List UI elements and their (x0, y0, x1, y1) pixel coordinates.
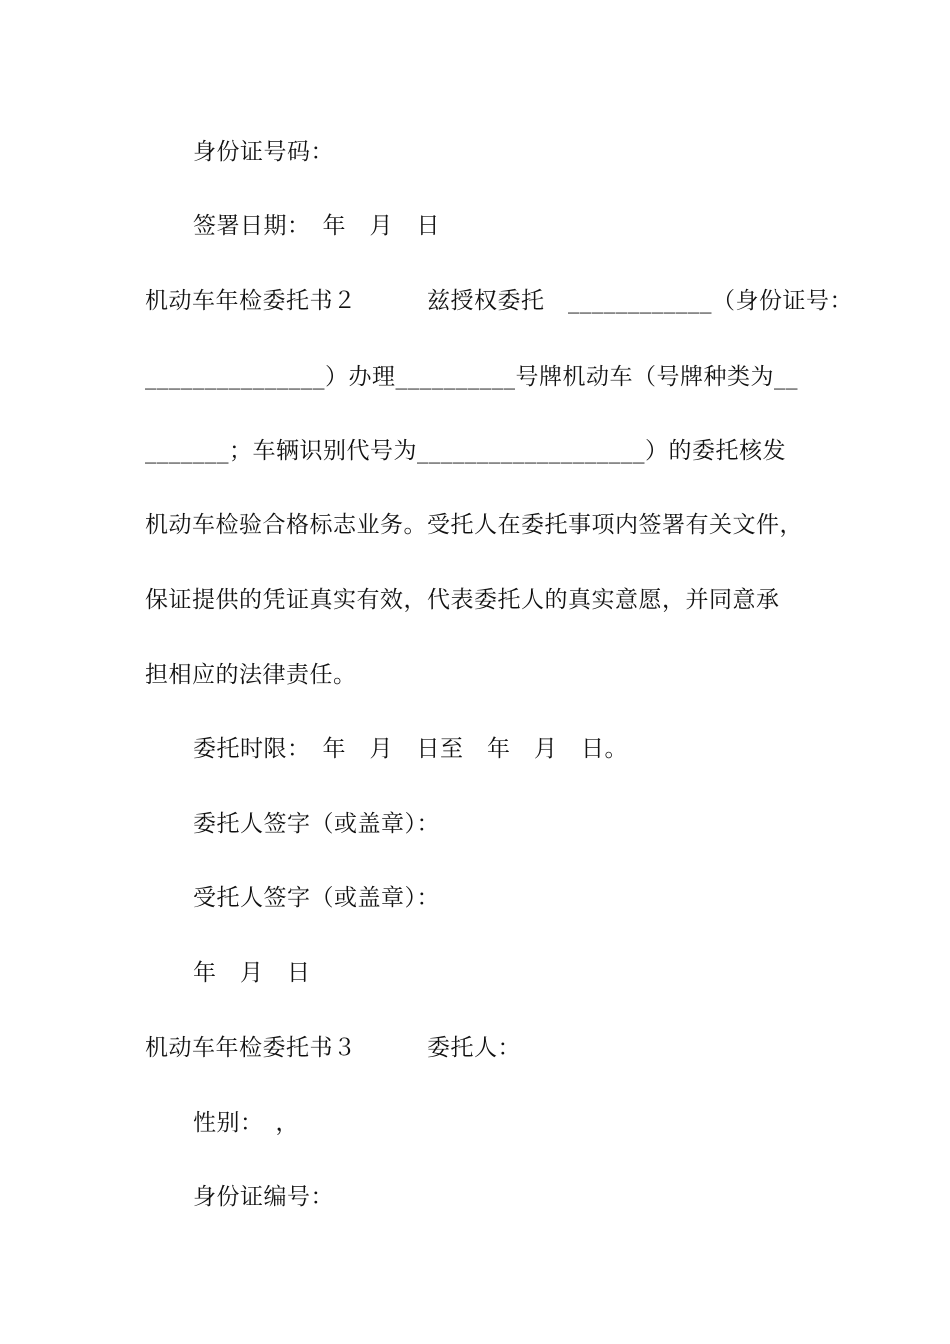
body-line: 保证提供的凭证真实有效，代表委托人的真实意愿，并同意承 (145, 587, 780, 613)
signing-date-line: 签署日期： 年 月 日 (193, 213, 440, 239)
principal-signature-line: 委托人签字（或盖章）： (193, 811, 440, 837)
gender-line: 性别： ， (193, 1110, 299, 1136)
entrust-period-line: 委托时限： 年 月 日至 年 月 日。 (193, 736, 628, 762)
id-number-line: 身份证号码： (193, 139, 334, 165)
agent-signature-line: 受托人签字（或盖章）： (193, 885, 440, 911)
section-2-heading-line: 机动车年检委托书２ 兹授权委托 ____________（身份证号： (145, 288, 853, 314)
id-card-number-line: 身份证编号： (193, 1184, 334, 1210)
body-line: 担相应的法律责任。 (145, 662, 357, 688)
section-3-heading-line: 机动车年检委托书３ 委托人： (145, 1035, 521, 1061)
body-line: 机动车检验合格标志业务。受托人在委托事项内签署有关文件， (145, 512, 803, 538)
body-line: _______；车辆识别代号为___________________）的委托核发 (145, 438, 786, 464)
date-line: 年 月 日 (193, 960, 311, 986)
body-line: _______________）办理__________号牌机动车（号牌种类为__ (145, 364, 798, 390)
